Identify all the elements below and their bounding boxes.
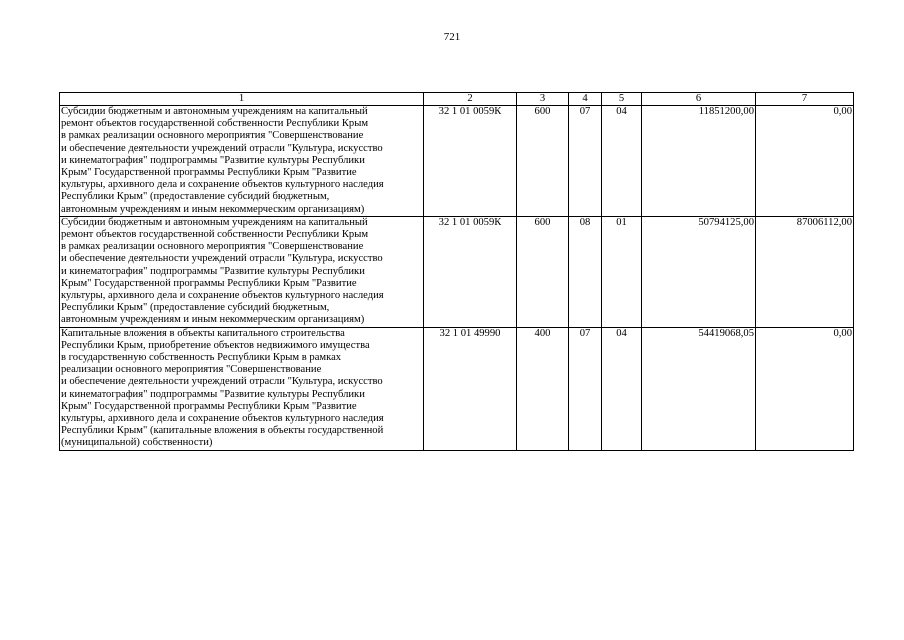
table-row xyxy=(60,327,854,450)
row-expense-type: 600 xyxy=(517,106,569,217)
page-number: 721 xyxy=(443,31,461,43)
table-row xyxy=(60,106,854,217)
row-expense-type: 400 xyxy=(517,327,569,450)
row-target-code: 32 1 01 0059К xyxy=(424,216,517,327)
row-target-code: 32 1 01 49990 xyxy=(424,327,517,450)
column-header: 6 xyxy=(642,93,756,106)
row-description: Капитальные вложения в объекты капитального строительства Республики Крым, приобретение объектов недвижимого имущества в государственную собственность Республики Крым в рамках реализации основного мероприятия "Совершенствование и обеспечение деятельности учреждений отрасли "Культура, искусство и кинематография" подпрограммы "Развитие культуры Республики Крым" Государственной программы Республики Крым "Развитие культуры, архивного дела и сохранение объектов культурного наследия Республики Крым" (капитальные вложения в объекты государственной (муниципальной) собственности) xyxy=(60,327,424,450)
column-header: 3 xyxy=(517,93,569,106)
budget-table xyxy=(59,92,854,451)
row-description: Субсидии бюджетным и автономным учреждениям на капитальный ремонт объектов государственной собственности Республики Крым в рамках реализации основного мероприятия "Совершенствование и обеспечение деятельности учреждений отрасли "Культура, искусство и кинематография" подпрограммы "Развитие культуры Республики Крым" Государственной программы Республики Крым "Развитие культуры, архивного дела и сохранение объектов культурного наследия Республики Крым" (предоставление субсидий бюджетным, автономным учреждениям и иным некоммерческим организациям) xyxy=(60,216,424,327)
row-description: Субсидии бюджетным и автономным учреждениям на капитальный ремонт объектов государственной собственности Республики Крым в рамках реализации основного мероприятия "Совершенствование и обеспечение деятельности учреждений отрасли "Культура, искусство и кинематография" подпрограммы "Развитие культуры Республики Крым" Государственной программы Республики Крым "Развитие культуры, архивного дела и сохранение объектов культурного наследия Республики Крым" (предоставление субсидий бюджетным, автономным учреждениям и иным некоммерческим организациям) xyxy=(60,106,424,217)
row-subsection: 04 xyxy=(602,106,642,217)
row-subsection: 01 xyxy=(602,216,642,327)
table-row xyxy=(60,216,854,327)
row-section: 07 xyxy=(569,106,602,217)
row-section: 08 xyxy=(569,216,602,327)
row-target-code: 32 1 01 0059К xyxy=(424,106,517,217)
column-header: 7 xyxy=(756,93,854,106)
column-header: 4 xyxy=(569,93,602,106)
row-amount-col6: 11851200,00 xyxy=(642,106,756,217)
row-amount-col7: 0,00 xyxy=(756,327,854,450)
row-amount-col7: 87006112,00 xyxy=(756,216,854,327)
row-amount-col6: 54419068,05 xyxy=(642,327,756,450)
row-subsection: 04 xyxy=(602,327,642,450)
row-section: 07 xyxy=(569,327,602,450)
column-header: 1 xyxy=(60,93,424,106)
table-header-row xyxy=(60,93,854,106)
row-amount-col7: 0,00 xyxy=(756,106,854,217)
column-header: 5 xyxy=(602,93,642,106)
row-amount-col6: 50794125,00 xyxy=(642,216,756,327)
row-expense-type: 600 xyxy=(517,216,569,327)
column-header: 2 xyxy=(424,93,517,106)
